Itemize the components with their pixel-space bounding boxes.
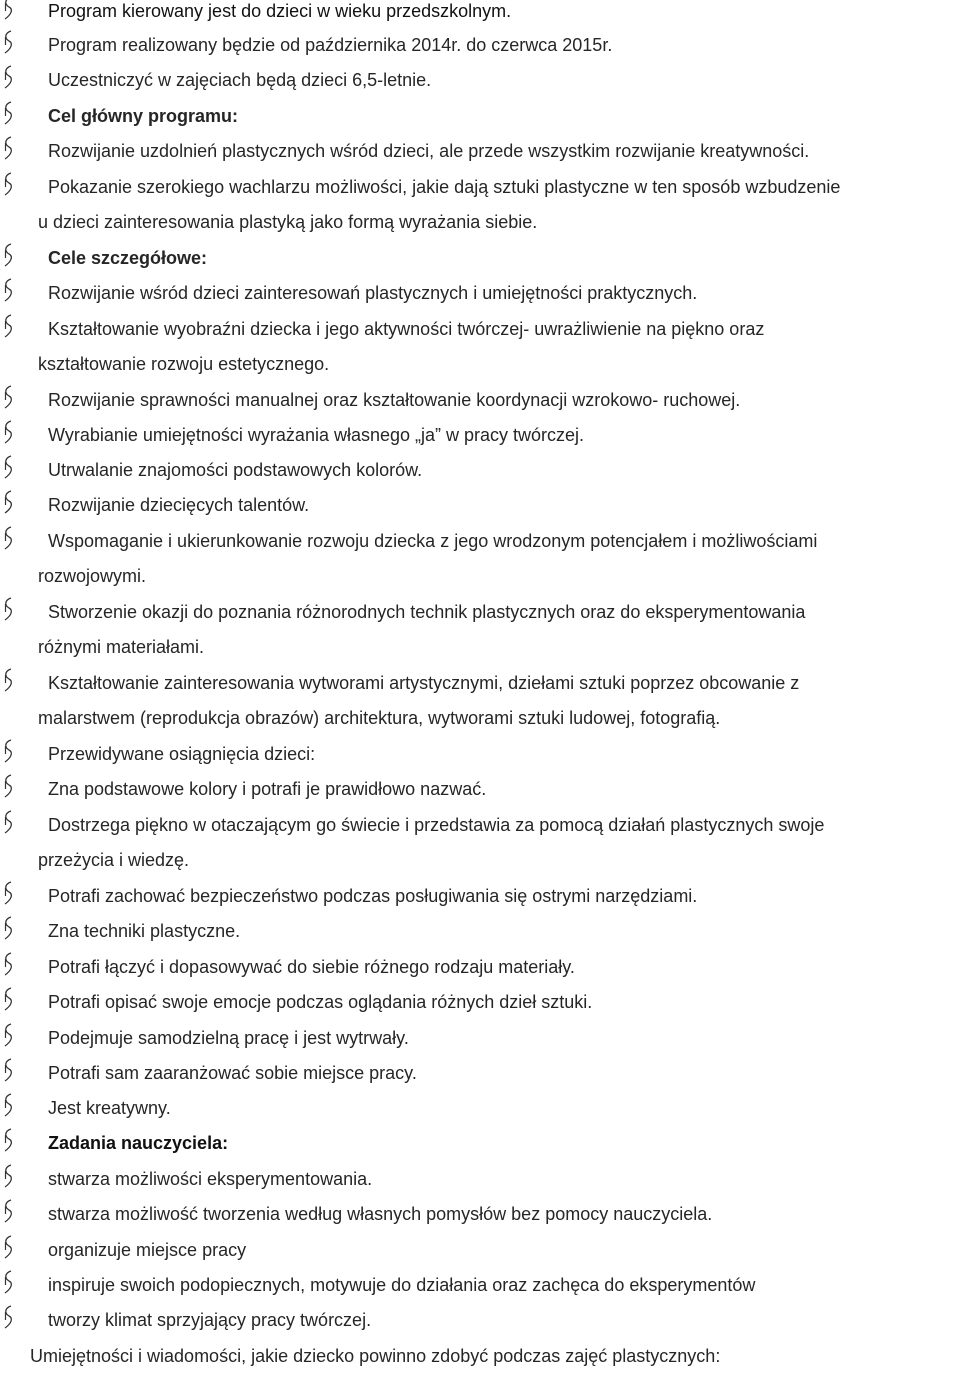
bullet-item [0,672,960,708]
bullet-icon [2,489,14,515]
bullet-item [0,601,960,637]
continuation-line [0,849,960,885]
bullet-item [0,1132,960,1168]
continuation-line [0,565,960,601]
bullet-item [0,1168,960,1204]
continuation-line [0,707,960,743]
item-text: różnymi materiałami. [38,637,205,657]
item-text: Wyrabianie umiejętności wyrażania własnego „ja” w pracy twórczej. [48,425,585,445]
bullet-icon [2,64,14,90]
continuation-line [0,636,960,672]
item-text: tworzy klimat sprzyjający pracy twórczej. [48,1310,372,1330]
bullet-item [0,743,960,779]
bullet-item [0,778,960,814]
bullet-item [0,956,960,992]
bullet-icon [2,313,14,339]
bullet-item [0,247,960,283]
item-text: Przewidywane osiągnięcia dzieci: [48,744,316,764]
bullet-icon [2,1269,14,1295]
item-text: Dostrzega piękno w otaczającym go świecie i przedstawia za pomocą działań plastycznych swoje [48,815,825,835]
continuation-line [0,353,960,389]
item-text: Wspomaganie i ukierunkowanie rozwoju dziecka z jego wrodzonym potencjałem i możliwościami [48,531,818,551]
item-text: Rozwijanie sprawności manualnej oraz kształtowanie koordynacji wzrokowo- ruchowej. [48,390,741,410]
bullet-icon [2,880,14,906]
item-text: Pokazanie szerokiego wachlarzu możliwości, jakie dają sztuki plastyczne w ten sposób wzbudzenie [48,177,841,197]
bullet-item [0,282,960,318]
bullet-icon [2,525,14,551]
item-text: Utrwalanie znajomości podstawowych kolorów. [48,460,423,480]
bullet-icon [2,100,14,126]
item-text: przeżycia i wiedzę. [38,850,190,870]
item-text: Kształtowanie zainteresowania wytworami artystycznymi, dziełami sztuki poprzez obcowanie z [48,673,800,693]
bullet-icon [2,1234,14,1260]
bullet-item [0,1239,960,1275]
bullet-icon [2,419,14,445]
bullet-icon [2,384,14,410]
item-text: Stworzenie okazji do poznania różnorodnych technik plastycznych oraz do eksperymentowania [48,602,806,622]
item-text: Zadania nauczyciela: [48,1133,229,1153]
item-text: Uczestniczyć w zajęciach będą dzieci 6,5-letnie. [48,70,432,90]
bullet-item [0,176,960,212]
item-text: stwarza możliwość tworzenia według własnych pomysłów bez pomocy nauczyciela. [48,1204,713,1224]
item-text: Kształtowanie wyobraźni dziecka i jego aktywności twórczej- uwrażliwienie na piękno oraz [48,319,765,339]
bullet-item [0,0,960,36]
item-text: Rozwijanie dziecięcych talentów. [48,495,310,515]
item-text: Potrafi zachować bezpieczeństwo podczas posługiwania się ostrymi narzędziami. [48,886,698,906]
bullet-icon [2,242,14,268]
bullet-item [0,1097,960,1133]
item-text: Zna podstawowe kolory i potrafi je prawidłowo nazwać. [48,779,487,799]
bullet-item [0,885,960,921]
bullet-item [0,459,960,495]
item-text: Podejmuje samodzielną pracę i jest wytrwały. [48,1028,409,1048]
bullet-icon [2,277,14,303]
item-text: inspiruje swoich podopiecznych, motywuje do działania oraz zachęca do eksperymentów [48,1275,756,1295]
bullet-icon [2,951,14,977]
bullet-icon [2,986,14,1012]
item-text: Jest kreatywny. [48,1098,171,1118]
bullet-item [0,69,960,105]
bullet-item [0,1203,960,1239]
bullet-item [0,494,960,530]
bullet-icon [2,667,14,693]
item-text: malarstwem (reprodukcja obrazów) architektura, wytworami sztuki ludowej, fotografią. [38,708,721,728]
item-text: stwarza możliwości eksperymentowania. [48,1169,373,1189]
continuation-line [0,1345,960,1381]
item-text: Zna techniki plastyczne. [48,921,241,941]
bullet-icon [2,1163,14,1189]
bullet-icon [2,0,14,21]
bullet-item [0,814,960,850]
bullet-icon [2,1304,14,1330]
bullet-icon [2,773,14,799]
bullet-icon [2,135,14,161]
item-text: Cele szczegółowe: [48,248,208,268]
bullet-item [0,140,960,176]
bullet-icon [2,738,14,764]
item-text: Potrafi opisać swoje emocje podczas oglądania różnych dzieł sztuki. [48,992,593,1012]
bullet-item [0,530,960,566]
item-text: Rozwijanie uzdolnień plastycznych wśród dzieci, ale przede wszystkim rozwijanie kreatywności. [48,141,810,161]
item-text: Potrafi sam zaaranżować sobie miejsce pracy. [48,1063,417,1083]
item-text: rozwojowymi. [38,566,147,586]
bullet-item [0,318,960,354]
bullet-icon [2,596,14,622]
bullet-item [0,34,960,70]
bullet-item [0,389,960,425]
bullet-icon [2,1198,14,1224]
continuation-line [0,211,960,247]
bullet-item [0,424,960,460]
bullet-item [0,1027,960,1063]
bullet-item [0,105,960,141]
item-text: Potrafi łączyć i dopasowywać do siebie różnego rodzaju materiały. [48,957,575,977]
bullet-item [0,1309,960,1345]
item-text: Rozwijanie wśród dzieci zainteresowań plastycznych i umiejętności praktycznych. [48,283,698,303]
bullet-icon [2,915,14,941]
item-text: Cel główny programu: [48,106,239,126]
bullet-item [0,991,960,1027]
bullet-icon [2,29,14,55]
item-text: Umiejętności i wiadomości, jakie dziecko powinno zdobyć podczas zajęć plastycznych: [30,1346,721,1366]
bullet-item [0,1062,960,1098]
bullet-icon [2,1057,14,1083]
bullet-icon [2,454,14,480]
bullet-icon [2,1127,14,1153]
item-text: Program kierowany jest do dzieci w wieku przedszkolnym. [48,1,512,21]
item-text: kształtowanie rozwoju estetycznego. [38,354,330,374]
bullet-item [0,920,960,956]
bullet-item [0,1274,960,1310]
item-text: u dzieci zainteresowania plastyką jako formą wyrażania siebie. [38,212,538,232]
bullet-icon [2,1022,14,1048]
bullet-icon [2,1092,14,1118]
item-text: organizuje miejsce pracy [48,1240,247,1260]
bullet-icon [2,809,14,835]
item-text: Program realizowany będzie od października 2014r. do czerwca 2015r. [48,35,613,55]
bullet-icon [2,171,14,197]
